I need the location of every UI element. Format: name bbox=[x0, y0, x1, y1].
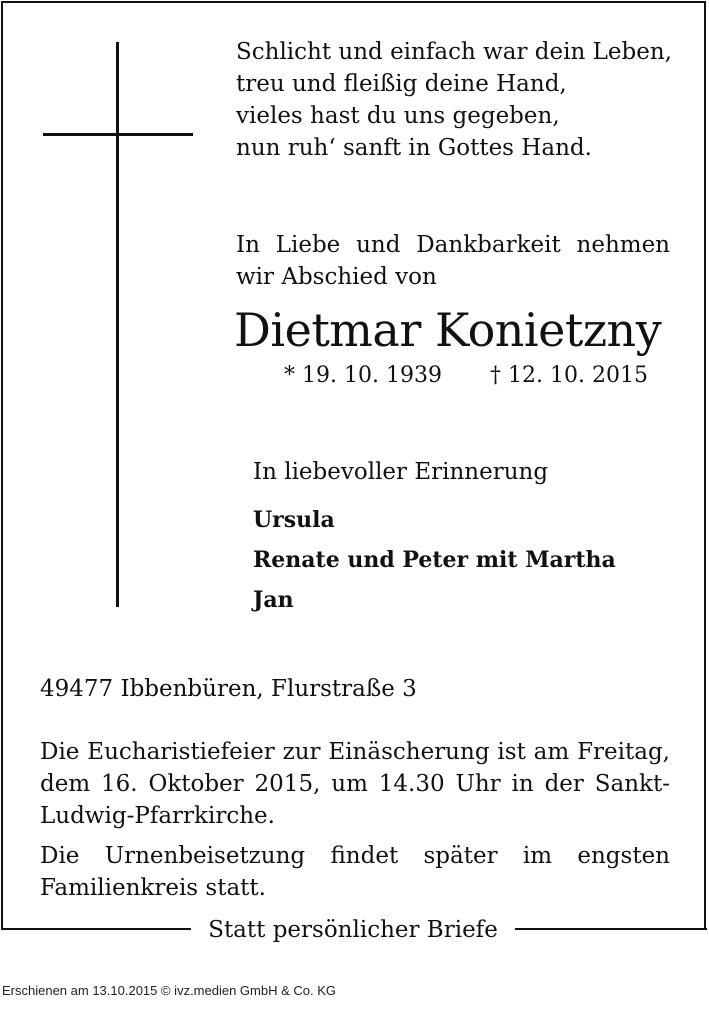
ceremony-line: Die Eucharistiefeier zur Einäscherung ist am Freitag, bbox=[40, 739, 670, 765]
intro-line: In Liebe und Dankbarkeit nehmen bbox=[236, 232, 670, 258]
ceremony-text bbox=[40, 736, 670, 832]
publication-footer: Erschienen am 13.10.2015 © ivz.medien GmbH & Co. KG bbox=[2, 983, 337, 998]
deceased-name: Dietmar Konietzny bbox=[234, 303, 662, 357]
ceremony-line: dem 16. Oktober 2015, um 14.30 Uhr in der Sankt- bbox=[40, 771, 670, 797]
farewell-intro bbox=[236, 229, 670, 293]
bottom-caption: Statt persönlicher Briefe bbox=[208, 917, 498, 943]
urn-burial-text bbox=[40, 840, 670, 904]
verse-line: nun ruh‘ sanft in Gottes Hand. bbox=[236, 135, 592, 161]
verse-line: treu und fleißig deine Hand, bbox=[236, 71, 567, 97]
verse-line: Schlicht und einfach war dein Leben, bbox=[236, 39, 672, 65]
mourner: Renate und Peter mit Martha bbox=[253, 547, 616, 573]
verse-line: vieles hast du uns gegeben, bbox=[236, 103, 560, 129]
remembrance-line: In liebevoller Erinnerung bbox=[253, 459, 549, 485]
bottom-rule-left bbox=[1, 928, 191, 930]
cross-icon-vertical bbox=[116, 42, 119, 607]
ceremony-line: Ludwig-Pfarrkirche. bbox=[40, 803, 275, 829]
death-date: † 12. 10. 2015 bbox=[490, 363, 648, 388]
address: 49477 Ibbenbüren, Flurstraße 3 bbox=[40, 676, 417, 702]
birth-date: * 19. 10. 1939 bbox=[284, 363, 442, 388]
urn-line: Familienkreis statt. bbox=[40, 875, 266, 901]
mourner: Jan bbox=[253, 587, 294, 613]
memorial-verse bbox=[236, 36, 676, 164]
cross-icon-horizontal bbox=[43, 133, 193, 136]
mourner: Ursula bbox=[253, 507, 335, 533]
bottom-rule-right bbox=[515, 928, 707, 930]
urn-line: Die Urnenbeisetzung findet später im engsten bbox=[40, 843, 670, 869]
mourners-list bbox=[253, 505, 616, 625]
intro-line: wir Abschied von bbox=[236, 264, 437, 290]
